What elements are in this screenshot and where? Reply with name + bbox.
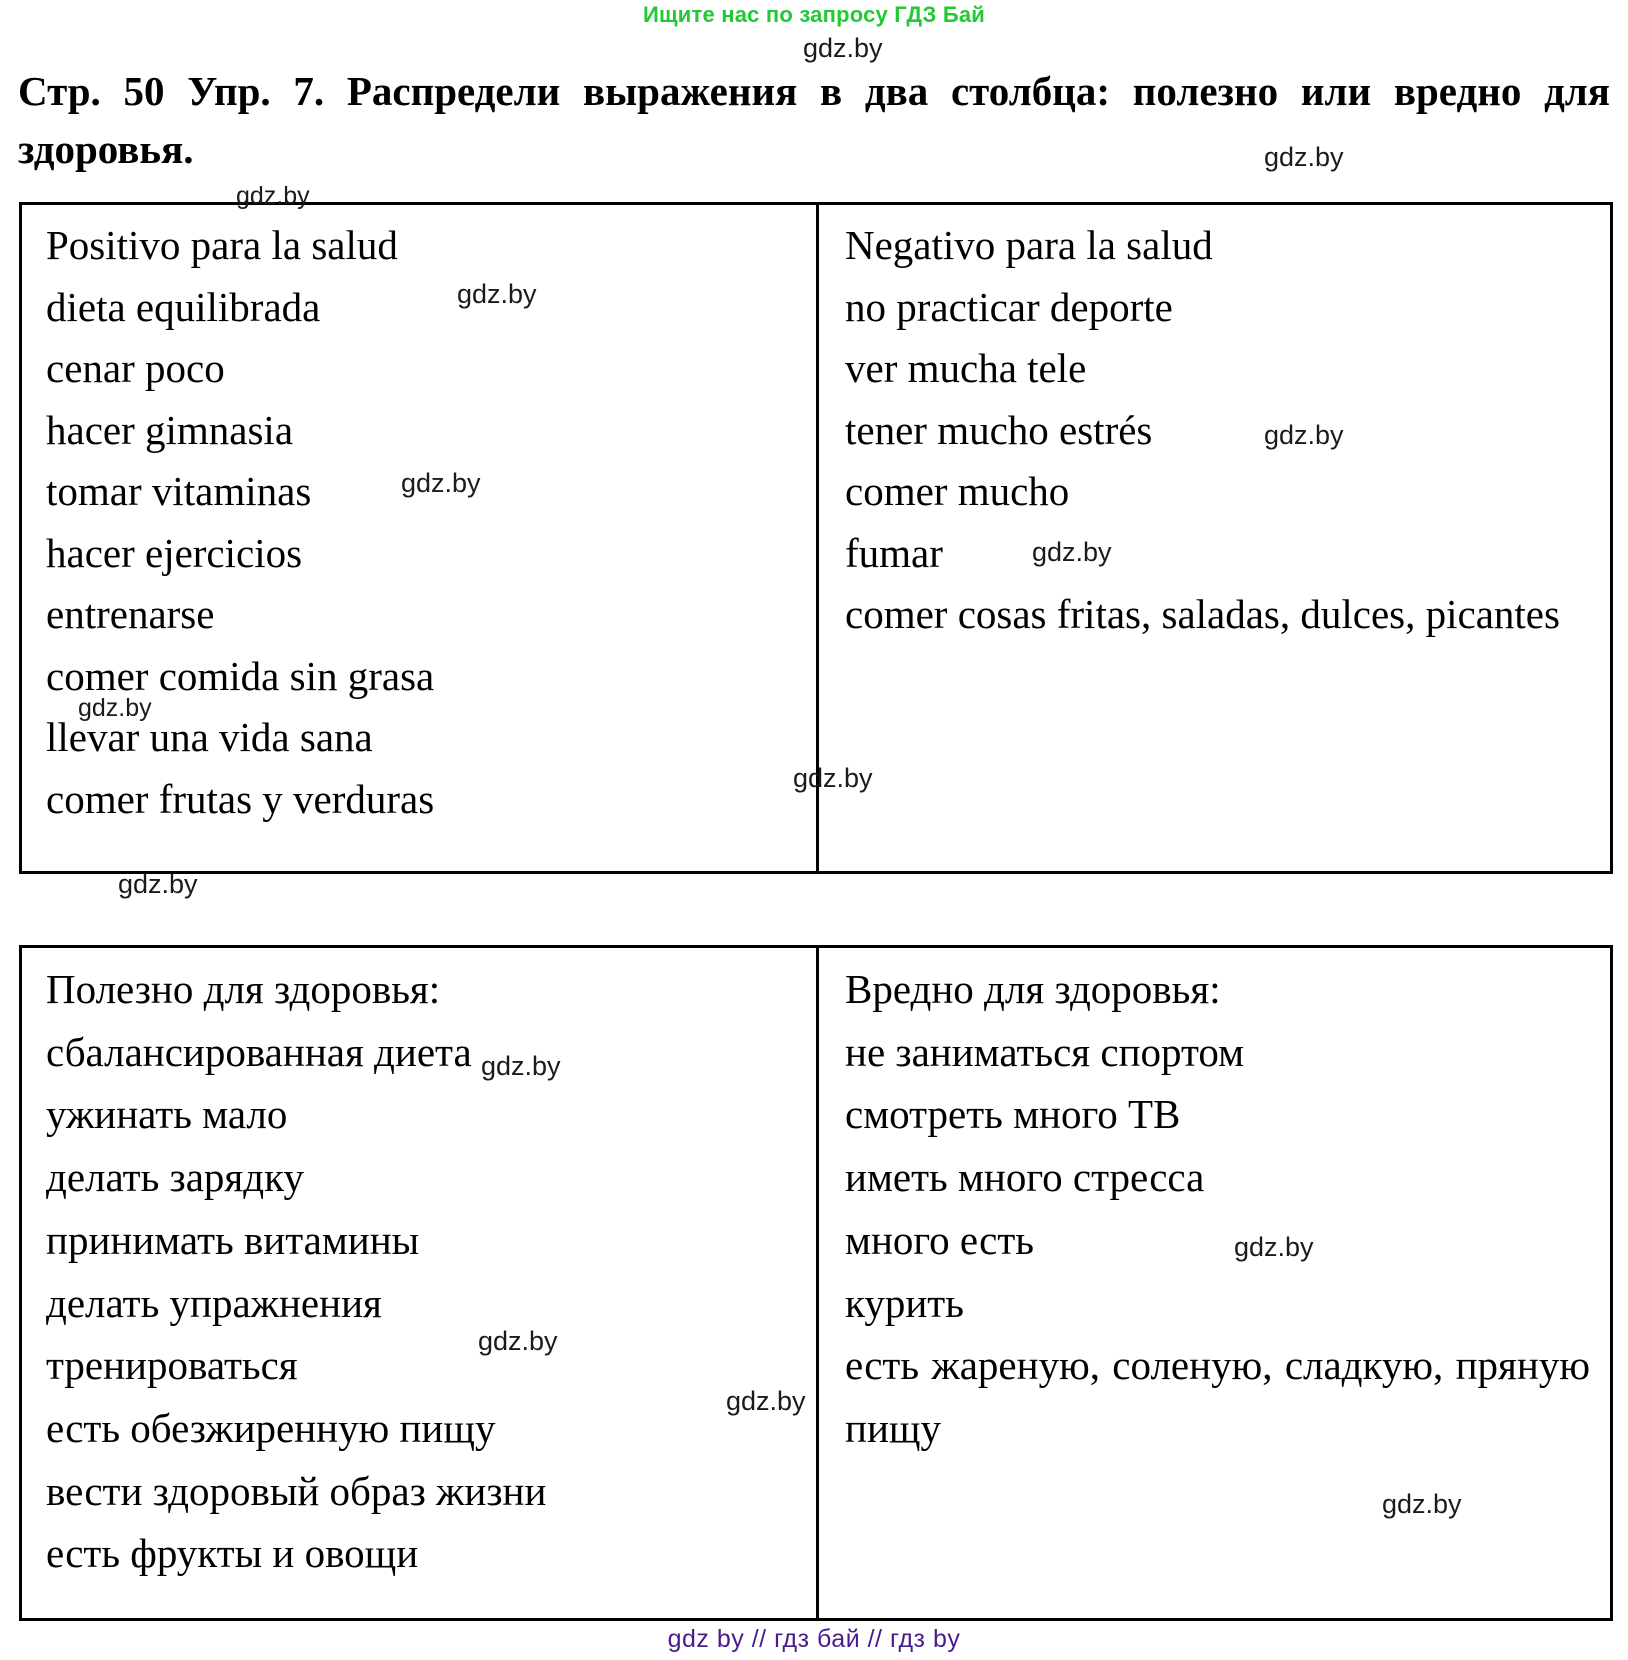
watermark: gdz.by: [1264, 420, 1344, 450]
column-vredno: [816, 948, 1610, 1618]
list-item: делать зарядку: [46, 1154, 304, 1201]
list-item: принимать витамины: [46, 1216, 420, 1263]
list-item: сбалансированная диета: [46, 1028, 472, 1075]
list-item: fumar: [845, 529, 943, 576]
watermark: gdz.by: [726, 1386, 806, 1416]
watermark: gdz.by: [1382, 1489, 1462, 1519]
watermark: gdz.by: [236, 182, 310, 210]
page-title: Стр. 50 Упр. 7. Распредели выражения в два столбца: полезно или вредно для здоровья.: [18, 68, 1610, 173]
list-item: есть жареную, соленую, сладкую, пряную пищу: [845, 1342, 1590, 1452]
watermark: gdz.by: [478, 1326, 558, 1356]
list-item: курить: [845, 1279, 964, 1326]
list-item: llevar una vida sana: [46, 714, 373, 760]
watermark: gdz.by: [118, 869, 198, 899]
list-item: cenar poco: [46, 345, 225, 391]
watermark: gdz.by: [481, 1051, 561, 1081]
watermark: gdz.by: [793, 763, 873, 793]
list-item: dieta equilibrada: [46, 283, 321, 330]
list-item: вести здоровый образ жизни: [46, 1467, 547, 1514]
watermark: gdz.by: [1264, 142, 1344, 172]
watermark: gdz.by: [401, 468, 481, 498]
list-item: comer cosas fritas, saladas, dulces, picantes: [845, 591, 1560, 637]
promo-banner: Ищите нас по запросу ГДЗ Бай: [642, 2, 985, 27]
list-item: tener mucho estrés: [845, 406, 1153, 453]
list-item: tomar vitaminas: [46, 468, 312, 514]
list-item: есть обезжиренную пищу: [46, 1405, 496, 1452]
list-item: смотреть много ТВ: [845, 1091, 1181, 1138]
column-polezno: [22, 948, 816, 1618]
list-item: не заниматься спортом: [845, 1028, 1245, 1075]
list-item: иметь много стресса: [845, 1154, 1205, 1201]
list-item: тренироваться: [46, 1342, 298, 1389]
list-item: ver mucha tele: [845, 345, 1087, 391]
column-negativo: [816, 205, 1610, 871]
list-item: много есть: [845, 1216, 1034, 1263]
column-header-vredno: Вредно для здоровья:: [845, 966, 1221, 1012]
column-positivo: [22, 205, 816, 871]
list-item: ужинать мало: [46, 1091, 288, 1138]
list-item: entrenarse: [46, 591, 215, 637]
list-item: comer mucho: [845, 468, 1070, 514]
watermark: gdz.by: [1032, 537, 1112, 567]
column-header-positivo: Positivo para la salud: [46, 222, 398, 268]
list-item: делать упражнения: [46, 1279, 382, 1326]
list-item: есть фрукты и овощи: [46, 1530, 419, 1577]
watermark: gdz.by: [78, 694, 152, 722]
column-header-negativo: Negativo para la salud: [845, 222, 1213, 268]
site-footer: gdz by // гдз бай // гдз by: [667, 1625, 961, 1653]
watermark: gdz.by: [803, 33, 883, 63]
russian-classification-table: [19, 945, 1613, 1621]
list-item: hacer gimnasia: [46, 406, 294, 453]
watermark: gdz.by: [1234, 1232, 1314, 1262]
watermark: gdz.by: [457, 279, 537, 309]
list-item: comer frutas y verduras: [46, 775, 435, 822]
list-item: comer comida sin grasa: [46, 652, 435, 699]
list-item: no practicar deporte: [845, 283, 1173, 330]
column-header-polezno: Полезно для здоровья:: [46, 966, 441, 1012]
list-item: hacer ejercicios: [46, 529, 303, 576]
